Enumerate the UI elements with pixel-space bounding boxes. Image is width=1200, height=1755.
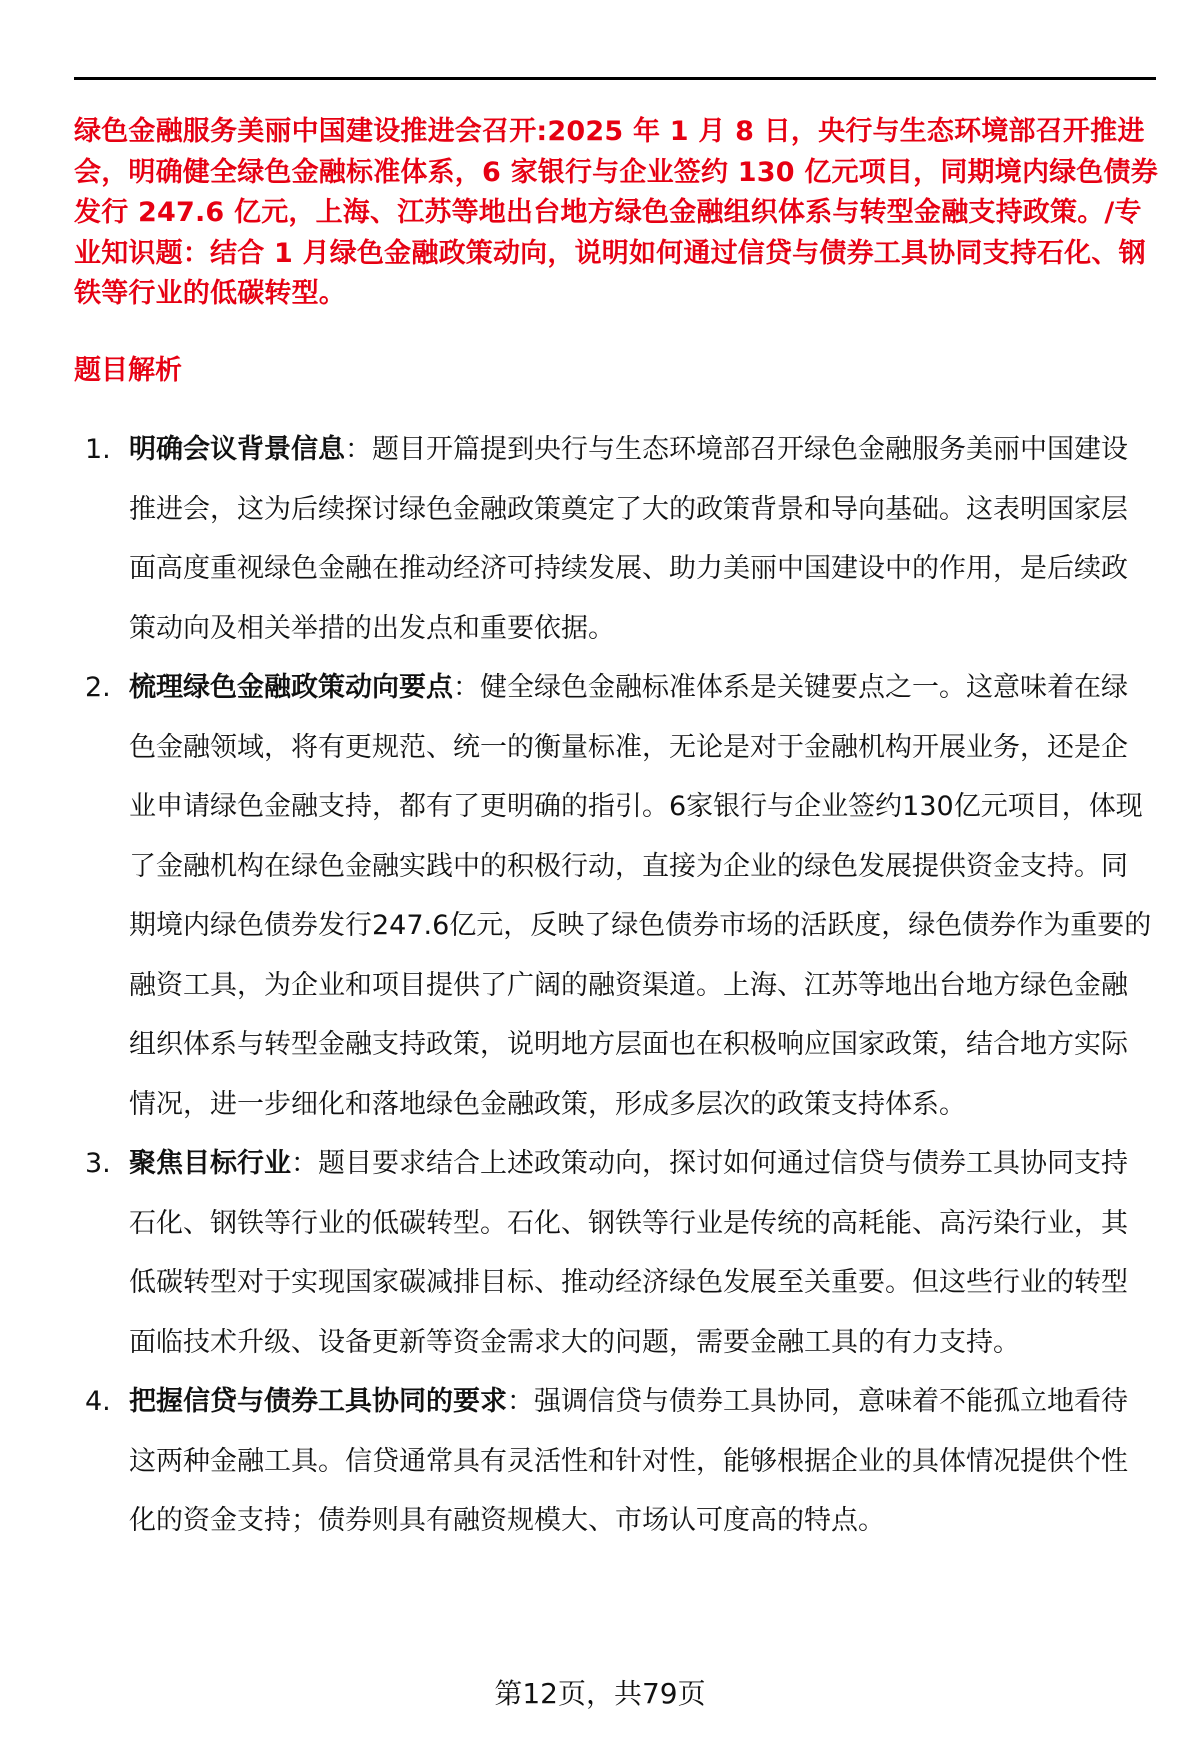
section-heading: 题目解析 xyxy=(74,355,182,386)
list-item xyxy=(74,1372,1154,1551)
item-lead: 明确会议背景信息 xyxy=(129,434,345,465)
item-lead: 梳理绿色金融政策动向要点 xyxy=(129,672,453,703)
header-rule xyxy=(74,77,1156,80)
item-number: 4. xyxy=(85,1386,111,1417)
list-item xyxy=(74,420,1154,658)
item-text: ：健全绿色金融标准体系是关键要点之一。这意味着在绿色金融领域，将有更规范、统一的衡量标准，无论是对于金融机构开展业务，还是企业申请绿色金融支持，都有了更明确的指引。6家银行与企业签约130亿元项目，体现了金融机构在绿色金融实践中的积极行动，直接为企业的绿色发展提供资金支持。同期境内绿色债券发行247.6亿元，反映了绿色债券市场的活跃度，绿色债券作为重要的融资工具，为企业和项目提供了广阔的融资渠道。上海、江苏等地出台地方绿色金融组织体系与转型金融支持政策，说明地方层面也在积极响应国家政策，结合地方实际情况，进一步细化和落地绿色金融政策，形成多层次的政策支持体系。 xyxy=(129,672,1152,1120)
list-item xyxy=(74,1134,1154,1372)
question-title: 绿色金融服务美丽中国建设推进会召开:2025 年 1 月 8 日，央行与生态环境部召开推进会，明确健全绿色金融标准体系，6 家银行与企业签约 130 亿元项目，同期境内绿色债券发行 247.6 亿元，上海、江苏等地出台地方绿色金融组织体系与转型金融支持政策。/专业知识题：结合 1 月绿色金融政策动向，说明如何通过信贷与债券工具协同支持石化、钢铁等行业的低碳转型。 xyxy=(74,116,1158,309)
item-text: ：强调信贷与债券工具协同，意味着不能孤立地看待这两种金融工具。信贷通常具有灵活性和针对性，能够根据企业的具体情况提供个性化的资金支持；债券则具有融资规模大、市场认可度高的特点。 xyxy=(129,1386,1128,1536)
item-lead: 聚焦目标行业 xyxy=(129,1148,291,1179)
item-lead: 把握信贷与债券工具协同的要求 xyxy=(129,1386,507,1417)
item-text: ：题目开篇提到央行与生态环境部召开绿色金融服务美丽中国建设推进会，这为后续探讨绿色金融政策奠定了大的政策背景和导向基础。这表明国家层面高度重视绿色金融在推动经济可持续发展、助力美丽中国建设中的作用，是后续政策动向及相关举措的出发点和重要依据。 xyxy=(129,434,1128,644)
page-number: 第12页，共79页 xyxy=(494,1677,706,1710)
item-number: 1. xyxy=(85,434,111,465)
item-number: 2. xyxy=(85,672,111,703)
item-text: ：题目要求结合上述政策动向，探讨如何通过信贷与债券工具协同支持石化、钢铁等行业的低碳转型。石化、钢铁等行业是传统的高耗能、高污染行业，其低碳转型对于实现国家碳减排目标、推动经济绿色发展至关重要。但这些行业的转型面临技术升级、设备更新等资金需求大的问题，需要金融工具的有力支持。 xyxy=(129,1148,1128,1358)
analysis-list xyxy=(74,420,1154,1551)
list-item xyxy=(74,658,1154,1134)
item-number: 3. xyxy=(85,1148,111,1179)
